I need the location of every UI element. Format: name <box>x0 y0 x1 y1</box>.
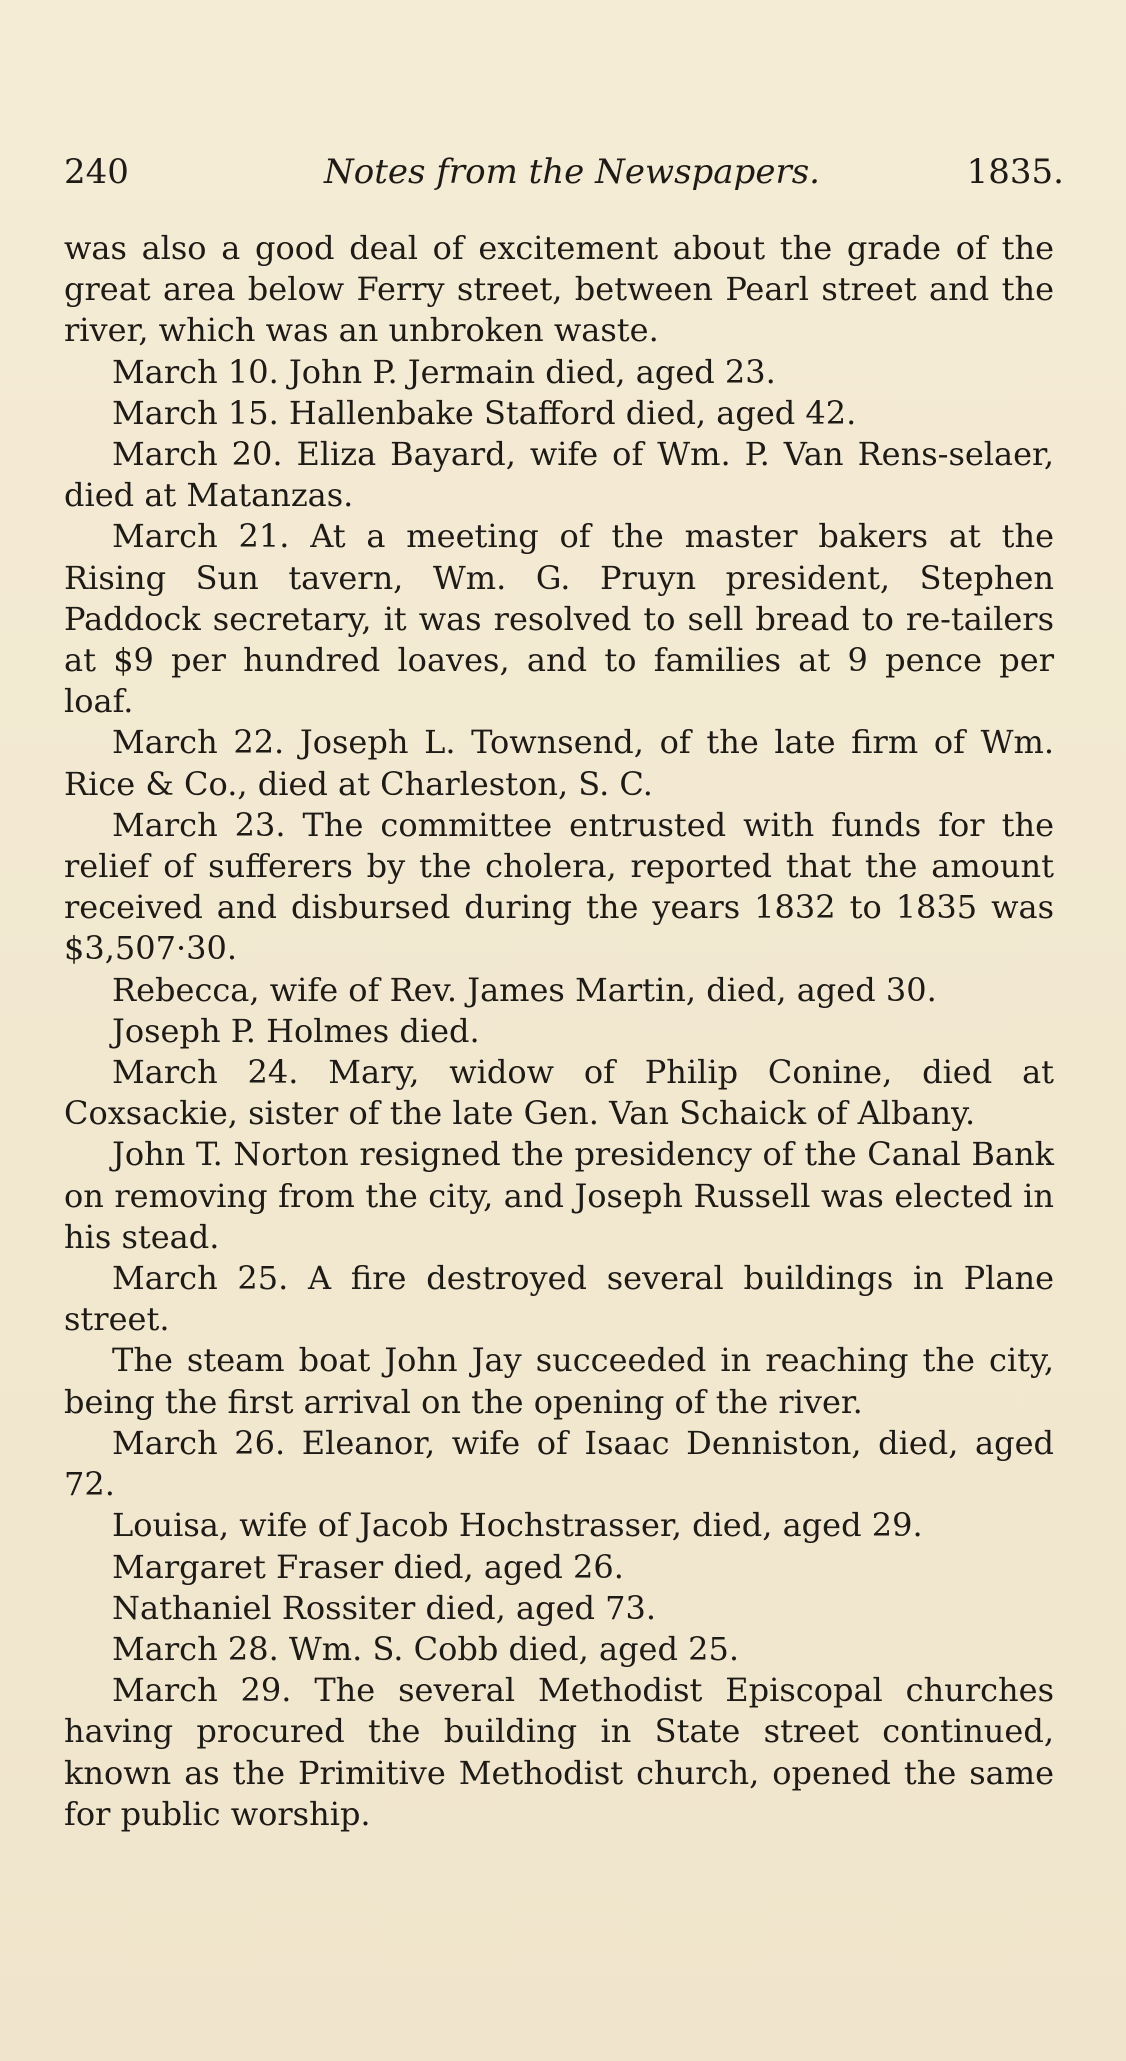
paragraph: Rebecca, wife of Rev. James Martin, died, aged 30. <box>112 970 937 1009</box>
paragraph: March 20. Eliza Bayard, wife of Wm. P. Van Rens-selaer, died at Matanzas. <box>64 435 1054 515</box>
running-title: Notes from the Newspapers. <box>324 152 820 192</box>
paragraph: March 23. The committee entrusted with funds for the relief of sufferers by the cholera, reported that the amount received and disbursed during the years 1832 to 1835 was $3,507·30. <box>64 805 1054 968</box>
paragraph: John T. Norton resigned the presidency of the Canal Bank on removing from the city, and Joseph Russell was elected in his stead. <box>64 1135 1054 1256</box>
paragraph: March 24. Mary, widow of Philip Conine, died at Coxsackie, sister of the late Gen. Van Schaick of Albany. <box>64 1053 1054 1133</box>
header-year: 1835. <box>966 152 1064 192</box>
page-header <box>64 152 1064 200</box>
paragraph: March 10. John P. Jermain died, aged 23. <box>112 352 776 391</box>
paragraph: March 22. Joseph L. Townsend, of the late firm of Wm. Rice & Co., died at Charleston, S. C. <box>64 723 1054 803</box>
paragraph: The steam boat John Jay succeeded in reaching the city, being the first arrival on the opening of the river. <box>64 1341 1054 1421</box>
paragraph: Louisa, wife of Jacob Hochstrasser, died, aged 29. <box>112 1506 923 1545</box>
paragraph: March 26. Eleanor, wife of Isaac Denniston, died, aged 72. <box>64 1423 1054 1504</box>
paragraph: March 15. Hallenbake Stafford died, aged 42. <box>112 393 857 432</box>
paragraph: Joseph P. Holmes died. <box>112 1011 480 1050</box>
paragraph: was also a good deal of excitement about the grade of the great area below Ferry street, between Pearl street and the river, which was an unbroken waste. <box>64 229 1054 350</box>
paragraph: March 28. Wm. S. Cobb died, aged 25. <box>112 1629 740 1668</box>
page-number: 240 <box>64 152 129 192</box>
paragraph: March 29. The several Methodist Episcopal churches having procured the building in State street continued, known as the Primitive Methodist church, opened the same for public worship. <box>64 1671 1054 1833</box>
paragraph: March 25. A fire destroyed several buildings in Plane street. <box>64 1259 1054 1339</box>
paragraph: Margaret Fraser died, aged 26. <box>112 1547 624 1586</box>
paragraph: March 21. At a meeting of the master bakers at the Rising Sun tavern, Wm. G. Pruyn president, Stephen Paddock secretary, it was resolved to sell bread to re-tailers at $9 per hundred loaves, and to families at 9 pence per loaf. <box>64 517 1054 721</box>
body-text <box>64 228 1054 1835</box>
paragraph: Nathaniel Rossiter died, aged 73. <box>112 1588 657 1627</box>
